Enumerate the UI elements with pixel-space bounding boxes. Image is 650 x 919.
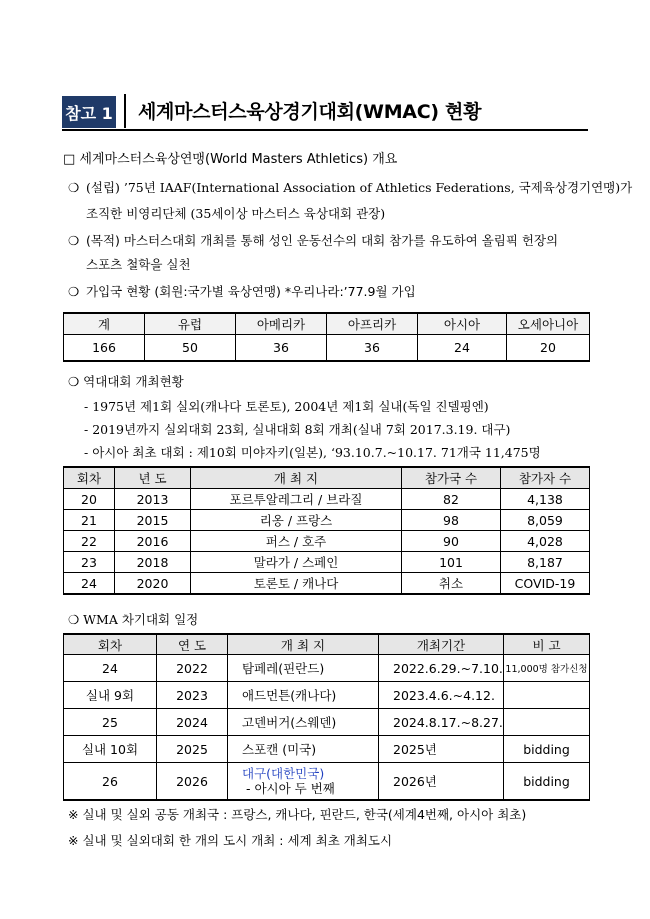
table-cell: bidding — [504, 763, 590, 801]
table-cell: 20 — [64, 489, 115, 510]
table-row — [64, 335, 590, 362]
table-cell: 98 — [402, 510, 501, 531]
table-cell: 말라가 / 스페인 — [191, 552, 402, 573]
table-cell: 8,059 — [501, 510, 590, 531]
page-title: 세계마스터스육상경기대회(WMAC) 현황 — [138, 101, 482, 123]
table-cell: 2016 — [115, 531, 191, 552]
next-events-table — [63, 633, 590, 801]
table-cell: 23 — [64, 552, 115, 573]
table-row — [64, 763, 590, 801]
table-cell: 2024 — [157, 709, 228, 736]
table-header-cell: 아시아 — [418, 313, 507, 335]
table-row — [64, 531, 590, 552]
table-cell: 2025 — [157, 736, 228, 763]
section3-heading: ❍ WMA 차기대회 일정 — [68, 612, 199, 627]
table-cell: 90 — [402, 531, 501, 552]
table-header-cell: 비 고 — [504, 634, 590, 655]
table-header-cell: 아메리카 — [236, 313, 327, 335]
section1-item: ❍ (설립) ’75년 IAAF(International Association of Athletics Federations, 국제육상경기연맹)가 — [68, 180, 633, 195]
table-cell: 실내 9회 — [64, 682, 157, 709]
table-row — [64, 489, 590, 510]
table-cell: 21 — [64, 510, 115, 531]
table-header-cell: 개 최 지 — [228, 634, 379, 655]
table-header-cell: 회차 — [64, 467, 115, 489]
table-cell — [504, 682, 590, 709]
section1-item: 스포츠 철학을 실천 — [86, 257, 191, 272]
venue-highlight: 대구(대한민국) — [242, 766, 325, 781]
footnote: ※ 실내 및 실외 공동 개최국 : 프랑스, 캐나다, 핀란드, 한국(세계4번째, 아시아 최초) — [68, 807, 527, 822]
table-cell: 토론토 / 캐나다 — [191, 573, 402, 595]
venue-note: - 아시아 두 번째 — [246, 781, 335, 796]
table-cell — [228, 763, 379, 801]
section1-item: ❍ (목적) 마스터스대회 개최를 통해 성인 운동선수의 대회 참가를 유도하여 올림픽 헌장의 — [68, 233, 559, 248]
table-cell: 탐페레(핀란드) — [228, 655, 379, 682]
table-cell: 50 — [145, 335, 236, 362]
table-cell: 취소 — [402, 573, 501, 595]
members-table — [63, 312, 590, 362]
table-cell: 24 — [418, 335, 507, 362]
table-cell: 2022.6.29.~7.10. — [379, 655, 504, 682]
table-cell: 리옹 / 프랑스 — [191, 510, 402, 531]
history-table — [63, 466, 590, 595]
section2-item: - 1975년 제1회 실외(캐나다 토론토), 2004년 제1회 실내(독일 진델핑엔) — [84, 399, 489, 414]
title-separator — [124, 94, 126, 128]
title-badge: 참고 1 — [62, 96, 116, 128]
table-cell: 애드먼튼(캐나다) — [228, 682, 379, 709]
table-cell: 2025년 — [379, 736, 504, 763]
table-header-row — [64, 467, 590, 489]
table-header-cell: 년 도 — [115, 467, 191, 489]
table-cell: 퍼스 / 호주 — [191, 531, 402, 552]
table-header-cell: 참가국 수 — [402, 467, 501, 489]
table-cell: 스포캔 (미국) — [228, 736, 379, 763]
footnote: ※ 실내 및 실외대회 한 개의 도시 개최 : 세계 최초 개최도시 — [68, 833, 393, 848]
table-cell: 2023.4.6.~4.12. — [379, 682, 504, 709]
table-cell: 25 — [64, 709, 157, 736]
table-cell: 24 — [64, 655, 157, 682]
section1-heading: □ 세계마스터스육상연맹(World Masters Athletics) 개요 — [63, 152, 398, 167]
table-cell: 36 — [327, 335, 418, 362]
table-row — [64, 736, 590, 763]
table-header-cell: 아프리카 — [327, 313, 418, 335]
table-cell: 166 — [64, 335, 145, 362]
section2-item: - 2019년까지 실외대회 23회, 실내대회 8회 개최(실내 7회 2017.3.19. 대구) — [84, 422, 511, 437]
table-cell: 2026 — [157, 763, 228, 801]
table-cell: bidding — [504, 736, 590, 763]
table-cell: 24 — [64, 573, 115, 595]
table-cell: 4,138 — [501, 489, 590, 510]
table-header-cell: 개최기간 — [379, 634, 504, 655]
table-header-row — [64, 313, 590, 335]
table-header-cell: 연 도 — [157, 634, 228, 655]
table-cell: 8,187 — [501, 552, 590, 573]
section1-item: ❍ 가입국 현황 (회원:국가별 육상연맹) *우리나라:’77.9월 가입 — [68, 284, 416, 299]
table-cell: 82 — [402, 489, 501, 510]
table-cell: 20 — [507, 335, 590, 362]
table-header-cell: 오세아니아 — [507, 313, 590, 335]
table-row — [64, 552, 590, 573]
table-cell: 2026년 — [379, 763, 504, 801]
table-cell: 22 — [64, 531, 115, 552]
table-header-cell: 참가자 수 — [501, 467, 590, 489]
title-rule — [62, 129, 588, 131]
section2-item: - 아시아 최초 대회 : 제10회 미야자키(일본), ‘93.10.7.~10.17. 71개국 11,475명 — [84, 445, 541, 460]
table-cell: 실내 10회 — [64, 736, 157, 763]
table-cell: COVID-19 — [501, 573, 590, 595]
table-cell: 26 — [64, 763, 157, 801]
table-header-cell: 개 최 지 — [191, 467, 402, 489]
table-header-cell: 회차 — [64, 634, 157, 655]
section1-item: 조직한 비영리단체 (35세이상 마스터스 육상대회 관장) — [86, 206, 386, 221]
table-cell: 4,028 — [501, 531, 590, 552]
table-header-row — [64, 634, 590, 655]
table-cell — [504, 709, 590, 736]
table-cell: 고덴버거(스웨덴) — [228, 709, 379, 736]
table-cell: 2022 — [157, 655, 228, 682]
table-header-cell: 계 — [64, 313, 145, 335]
table-row — [64, 709, 590, 736]
table-cell: 포르투알레그리 / 브라질 — [191, 489, 402, 510]
table-row — [64, 510, 590, 531]
section2-heading: ❍ 역대대회 개최현황 — [68, 374, 184, 389]
table-cell: 2023 — [157, 682, 228, 709]
table-cell: 36 — [236, 335, 327, 362]
table-cell: 2013 — [115, 489, 191, 510]
table-cell: 11,000명 참가신청 — [504, 655, 590, 682]
table-cell: 2018 — [115, 552, 191, 573]
table-row — [64, 682, 590, 709]
table-cell: 2020 — [115, 573, 191, 595]
table-row — [64, 573, 590, 595]
table-cell: 2015 — [115, 510, 191, 531]
table-cell: 101 — [402, 552, 501, 573]
table-row — [64, 655, 590, 682]
table-cell: 2024.8.17.~8.27. — [379, 709, 504, 736]
table-header-cell: 유럽 — [145, 313, 236, 335]
